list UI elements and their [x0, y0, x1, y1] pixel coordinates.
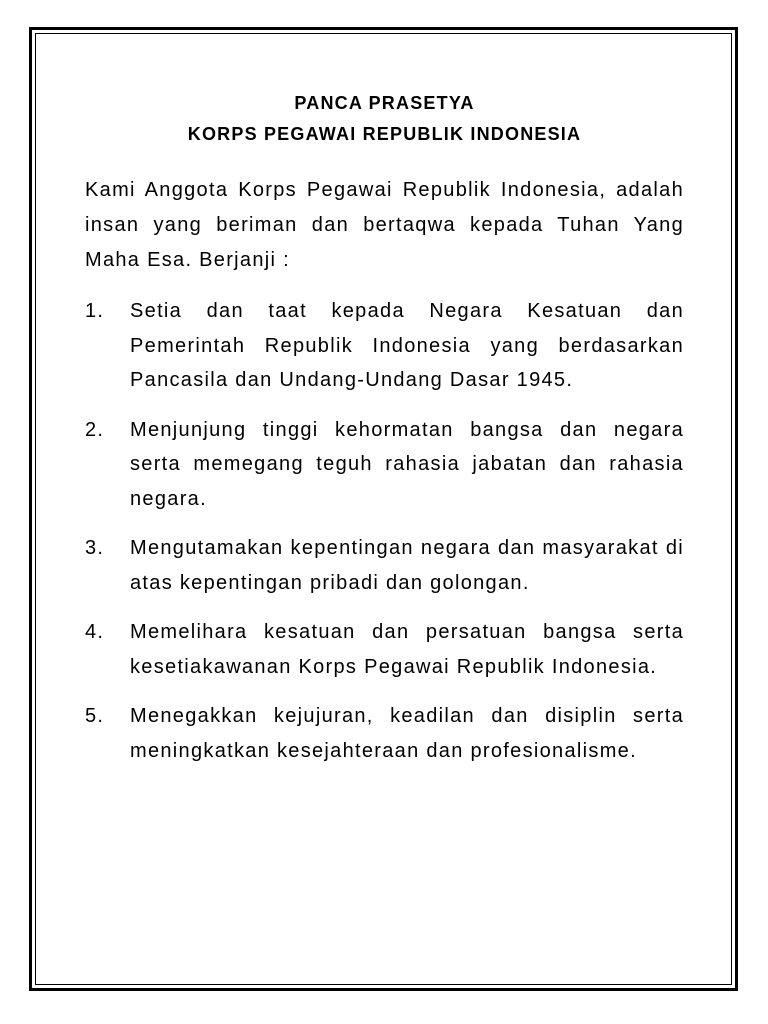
list-item-number: 4.	[85, 621, 105, 643]
list-item-text: Mengutamakan kepentingan negara dan masyarakat di atas kepentingan pribadi dan golongan.	[130, 537, 684, 594]
document-body	[85, 92, 684, 768]
list-item	[85, 699, 684, 768]
document-subtitle: KORPS PEGAWAI REPUBLIK INDONESIA	[187, 124, 582, 144]
intro-paragraph: Kami Anggota Korps Pegawai Republik Indonesia, adalah insan yang beriman dan bertaqwa kepada Tuhan Yang Maha Esa. Berjanji :	[85, 179, 684, 271]
list-item-text: Menegakkan kejujuran, keadilan dan disiplin serta meningkatkan kesejahteraan dan profesionalisme.	[130, 705, 684, 762]
list-item	[85, 413, 684, 517]
list-item	[85, 615, 684, 684]
list-item-text: Menjunjung tinggi kehormatan bangsa dan negara serta memegang teguh rahasia jabatan dan rahasia negara.	[130, 418, 684, 510]
list-item-number: 3.	[85, 537, 105, 559]
list-item	[85, 294, 684, 398]
list-item-number: 2.	[85, 418, 105, 441]
list-item-text: Memelihara kesatuan dan persatuan bangsa serta kesetiakawanan Korps Pegawai Republik Indonesia.	[130, 621, 684, 678]
list-item-number: 5.	[85, 705, 105, 727]
list-item-text: Setia dan taat kepada Negara Kesatuan dan Pemerintah Republik Indonesia yang berdasarkan Pancasila dan Undang-Undang Dasar 1945.	[130, 300, 684, 391]
pledge-list	[85, 294, 684, 768]
document-title: PANCA PRASETYA	[294, 93, 475, 113]
list-item	[85, 531, 684, 600]
list-item-number: 1.	[85, 300, 105, 322]
